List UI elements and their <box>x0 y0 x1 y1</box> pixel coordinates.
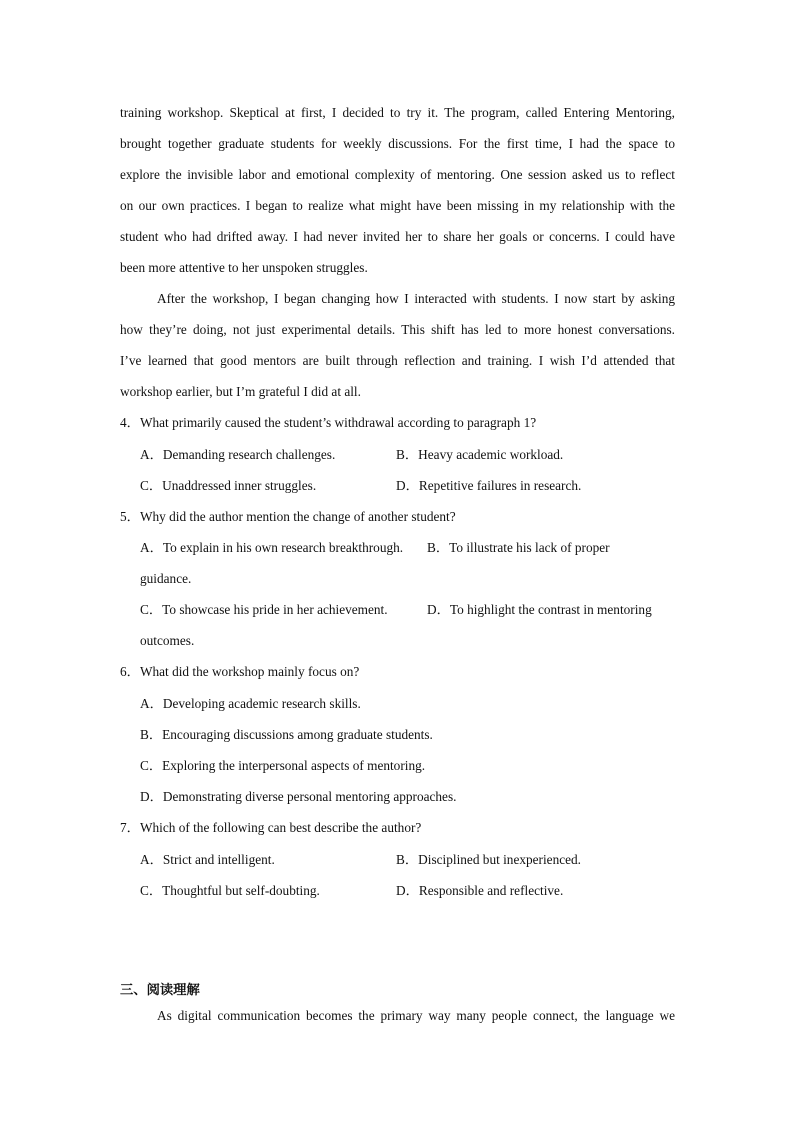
answer-option: D．Repetitive failures in research. <box>396 478 582 493</box>
section-heading: 三、阅读理解 <box>120 983 200 998</box>
answer-option: B．Encouraging discussions among graduate students. <box>140 727 433 742</box>
answer-option: C．Unaddressed inner struggles. <box>140 478 317 493</box>
answer-option-continuation: outcomes. <box>140 633 195 648</box>
answer-option-continuation: guidance. <box>140 571 192 586</box>
passage-p2-line: After the workshop, I began changing how I interacted with students. I now start by asking <box>157 291 675 306</box>
answer-option: C．Thoughtful but self-doubting. <box>140 883 320 898</box>
answer-option: D．Demonstrating diverse personal mentoring approaches. <box>140 789 457 804</box>
section3-first-line: As digital communication becomes the primary way many people connect, the language we <box>157 1008 675 1023</box>
passage-p2-line: how they’re doing, not just experimental details. This shift has led to more honest conversations. <box>120 322 675 337</box>
answer-option: A．To explain in his own research breakthrough. <box>140 540 404 555</box>
passage-p2-line: workshop earlier, but I’m grateful I did at all. <box>120 384 361 399</box>
question-stem: 5．Why did the author mention the change of another student? <box>120 509 456 524</box>
passage-p1-line: student who had drifted away. I had never invited her to share her goals or concerns. I could have <box>120 229 675 244</box>
answer-option: A．Developing academic research skills. <box>140 696 361 711</box>
passage-p1-line: training workshop. Skeptical at first, I decided to try it. The program, called Entering Mentoring, <box>120 105 675 120</box>
passage-p1-line: on our own practices. I began to realize what might have been missing in my relationship with the <box>120 198 675 213</box>
passage-p1-line: explore the invisible labor and emotional complexity of mentoring. One session asked us to reflect <box>120 167 675 182</box>
answer-option: A．Strict and intelligent. <box>140 852 275 867</box>
answer-option: B．To illustrate his lack of proper <box>427 540 610 555</box>
passage-p1-line: been more attentive to her unspoken struggles. <box>120 260 368 275</box>
answer-option: D．To highlight the contrast in mentoring <box>427 602 652 617</box>
answer-option: A．Demanding research challenges. <box>140 447 336 462</box>
answer-option: C．To showcase his pride in her achievement. <box>140 602 388 617</box>
passage-p1-line: brought together graduate students for weekly discussions. For the first time, I had the space to <box>120 136 675 151</box>
question-stem: 6．What did the workshop mainly focus on? <box>120 664 360 679</box>
question-stem: 7．Which of the following can best describe the author? <box>120 820 422 835</box>
answer-option: D．Responsible and reflective. <box>396 883 564 898</box>
question-stem: 4．What primarily caused the student’s withdrawal according to paragraph 1? <box>120 415 537 430</box>
answer-option: B．Disciplined but inexperienced. <box>396 852 582 867</box>
answer-option: B．Heavy academic workload. <box>396 447 564 462</box>
answer-option: C．Exploring the interpersonal aspects of mentoring. <box>140 758 426 773</box>
passage-p2-line: I’ve learned that good mentors are built through reflection and training. I wish I’d attended that <box>120 353 675 368</box>
